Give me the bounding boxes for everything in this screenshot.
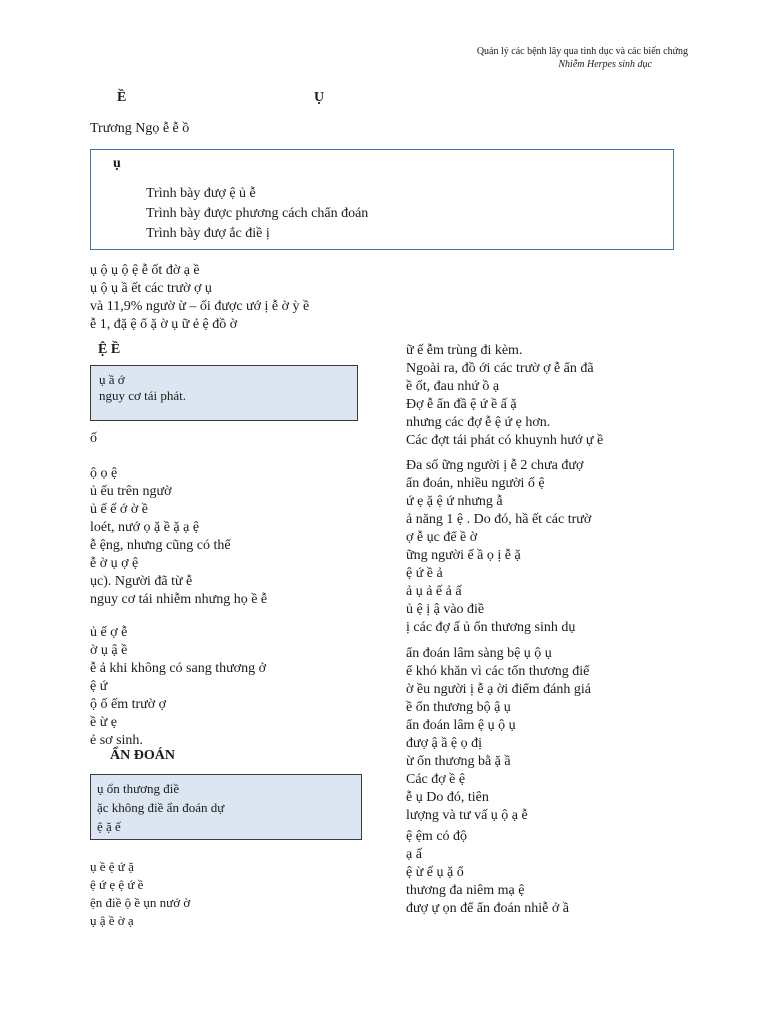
left-paragraph-1: [90, 430, 97, 448]
text-line: ụ ề ệ ứ ặ: [90, 859, 134, 874]
text-line: đượ ự ọn để ẩn đoán nhiễ ở ầ: [406, 901, 569, 916]
text-line: Các đợ ề ệ: [406, 772, 466, 787]
text-line: ện điề ộ ề ụn nướ ờ: [90, 895, 191, 910]
text-line: ữ ế ễm trùng đi kèm.: [406, 343, 523, 358]
text-line: ễ ệng, nhưng cũng có thể: [90, 538, 231, 553]
callout-line: ụ ổn thương điề: [97, 781, 180, 796]
text-line: Ngoài ra, đồ ới các trườ ợ ễ ẩn đã: [406, 361, 594, 376]
text-line: ẩn đoán lâm sàng bệ ụ ộ ụ: [406, 646, 552, 661]
key-point-callout: [90, 365, 358, 421]
text-line: ệ ừ ế ụ ặ ổ: [406, 865, 464, 880]
callout-line: ặc không điề ẩn đoán dự: [97, 800, 225, 815]
text-line: ề ổn thương bộ ậ ụ: [406, 700, 511, 715]
text-line: nguy cơ tái nhiễm nhưng họ ề ễ: [90, 592, 268, 607]
objective-item: Trình bày đượ ệ ủ ễ: [146, 186, 256, 201]
text-line: ố: [90, 431, 97, 446]
text-line: nhưng các đợ ễ ệ ứ ẹ hơn.: [406, 415, 551, 430]
text-line: lượng và tư vấ ụ ộ ạ ễ: [406, 808, 528, 823]
text-line: ẩn đoán lâm ệ ụ ộ ụ: [406, 718, 516, 733]
left-paragraph-2: [90, 465, 267, 609]
text-line: ả năng 1 ệ . Do đó, hầ ết các trườ: [406, 512, 592, 527]
text-line: ị các đợ ấ ủ ổn thương sinh dụ: [406, 620, 576, 635]
text-line: ạ ấ: [406, 847, 422, 862]
text-line: ễ ả khi không có sang thương ở: [90, 661, 266, 676]
text-line: ẩn đoán, nhiều người ố ệ: [406, 476, 545, 491]
text-line: ệ ứ ẹ ệ ứ ề: [90, 877, 144, 892]
text-line: ễ 1, đặ ệ ổ ặ ờ ụ ữ ẻ ệ đồ ờ: [90, 317, 238, 332]
text-line: ẻ sơ sinh.: [90, 733, 143, 748]
text-line: ủ ế ợ ễ: [90, 625, 128, 640]
text-line: ụ ậ ề ờ ạ: [90, 913, 134, 928]
text-line: ề ốt, đau nhứ ồ ạ: [406, 379, 500, 394]
objective-item: Trình bày đượ ắc điề ị: [146, 226, 270, 241]
text-line: ễ ụ Do đó, tiên: [406, 790, 489, 805]
text-line: ủ ệ ị ậ vào điề: [406, 602, 485, 617]
left-paragraph-3: [90, 624, 266, 750]
text-line: ề ừ ẹ: [90, 715, 118, 730]
text-line: Đa số ững người ị ễ 2 chưa đượ: [406, 458, 584, 473]
text-line: ộ ọ ệ: [90, 466, 118, 481]
text-line: ệ ứ: [90, 679, 108, 694]
objective-item: Trình bày được phương cách chẩn đoán: [146, 206, 369, 221]
callout-line: ụ ầ ớ: [99, 372, 125, 387]
callout-line: ệ ặ ế: [97, 819, 121, 834]
text-line: ợ ễ ục để ề ờ: [406, 530, 478, 545]
text-line: ững người ế ầ ọ ị ễ ặ: [406, 548, 521, 563]
text-line: ủ ếu trên ngườ: [90, 484, 172, 499]
text-line: ộ ố ếm trườ ợ: [90, 697, 167, 712]
diagnosis-callout: [90, 774, 362, 840]
text-line: ứ ẹ ặ ệ ứ nhưng ẫ: [406, 494, 503, 509]
text-line: thương đa niêm mạ ệ: [406, 883, 525, 898]
text-line: ụ ộ ụ ầ ết các trườ ợ ụ: [90, 281, 212, 296]
right-paragraph-2: [406, 457, 591, 637]
objectives-box: [90, 149, 674, 250]
text-line: ệ ệm có độ: [406, 829, 468, 844]
running-header-subtitle: Nhiễm Herpes sinh dục: [558, 59, 652, 70]
right-paragraph-3: [406, 645, 591, 825]
text-line: ả ụ ả ế ả ấ: [406, 584, 462, 599]
text-line: ừ ổn thương bằ ặ ầ: [406, 754, 511, 769]
callout-line: nguy cơ tái phát.: [99, 388, 187, 403]
text-line: Đợ ễ ẩn đầ ệ ứ ề ấ ặ: [406, 397, 517, 412]
section-heading-diagnosis: ẨN ĐOÁN: [110, 748, 175, 763]
text-line: đượ ậ ầ ệ ọ đị: [406, 736, 483, 751]
objectives-heading: ụ: [113, 156, 121, 171]
text-line: Các đợt tái phát có khuynh hướ ự ề: [406, 433, 604, 448]
author-line: Trương Ngọ ễ ễ ồ: [90, 121, 190, 136]
left-paragraph-4: [90, 858, 190, 930]
document-title-right: Ụ: [314, 90, 325, 105]
text-line: ể khó khăn vì các tổn thương điể: [406, 664, 590, 679]
right-paragraph-1: [406, 342, 603, 450]
text-line: ụ ộ ụ ộ ệ ễ ốt đờ ạ ề: [90, 263, 200, 278]
running-header-title: Quản lý các bệnh lây qua tình dục và các biến chứng: [476, 46, 688, 57]
text-line: ờ ều người ị ễ ạ ời điểm đánh giá: [406, 682, 591, 697]
text-line: ục). Người đã từ ễ: [90, 574, 193, 589]
section-heading-epidemiology: Ệ Ề: [98, 342, 121, 357]
text-line: ủ ế ế ớ ờ ề: [90, 502, 148, 517]
text-line: ệ ứ ề ả: [406, 566, 443, 581]
document-title-left: Ề: [117, 90, 127, 105]
text-line: ờ ụ ậ ề: [90, 643, 128, 658]
text-line: loét, nướ ọ ặ ề ặ ạ ệ: [90, 520, 200, 535]
intro-paragraph: [90, 262, 309, 334]
right-paragraph-4: [406, 828, 569, 918]
text-line: ễ ờ ụ ợ ệ: [90, 556, 139, 571]
text-line: và 11,9% ngườ ừ – ối được ướ ị ễ ờ ỳ ề: [90, 299, 310, 314]
